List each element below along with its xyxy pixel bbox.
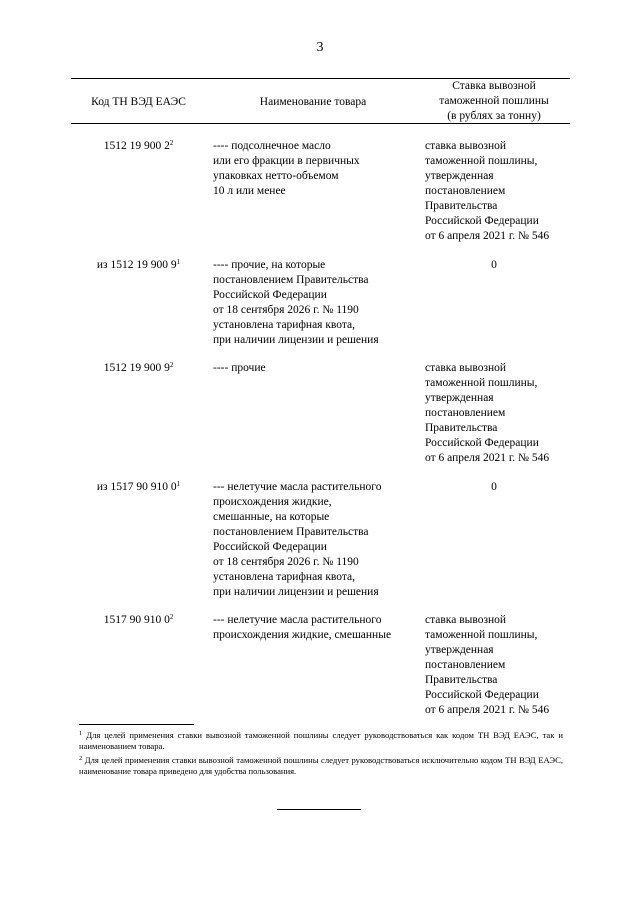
row-4-rate: 0 — [491, 481, 497, 493]
row-3-code — [71, 361, 206, 376]
row-4-name: --- нелетучие масла растительного происхождения жидкие, смешанные, на которые постановлением Правительства Российской Федерации от 18 сентября 2026 г. № 1190 установлена тарифная квота, при наличии лицензии и решения — [213, 481, 382, 598]
row-5-name: --- нелетучие масла растительного происхождения жидкие, смешанные — [213, 614, 392, 641]
row-2-name: ---- прочие, на которые постановлением Правительства Российской Федерации от 18 сентября 2026 г. № 1190 установлена тарифная квота, при наличии лицензии и решения — [213, 259, 379, 346]
row-1-code — [71, 139, 206, 154]
row-4-code-text: из 1517 90 910 0 — [96, 481, 177, 493]
row-5-rate: ставка вывозной таможенной пошлины, утвержденная постановлением Правительства Российской Федерации от 6 апреля 2021 г. № 546 — [425, 614, 550, 716]
row-5-code-sup: 2 — [169, 613, 174, 621]
row-1-code-sup: 2 — [169, 139, 174, 147]
row-3-code-sup: 2 — [169, 361, 174, 369]
row-4-code-sup: 1 — [176, 480, 181, 488]
footnote-1-text: Для целей применения ставки вывозной таможенной пошлины следует руководствоваться как кодом ТН ВЭД ЕАЭС, так и наименованием товара. — [79, 730, 563, 751]
row-3-rate: ставка вывозной таможенной пошлины, утвержденная постановлением Правительства Российской Федерации от 6 апреля 2021 г. № 546 — [425, 362, 550, 464]
page-number: 3 — [316, 40, 324, 55]
footnote-2-mark: 2 — [79, 755, 83, 762]
end-rule — [277, 809, 361, 810]
row-4-code — [71, 480, 206, 495]
footnote-2 — [79, 755, 563, 777]
footnote-2-text: Для целей применения ставки вывозной таможенной пошлины следует руководствоваться исключительно кодом ТН ВЭД ЕАЭС, наименование товара приведено для удобства пользования. — [79, 755, 563, 776]
row-3-name: ---- прочие — [213, 362, 266, 374]
row-1-code-text: 1512 19 900 2 — [103, 140, 170, 152]
row-1-rate: ставка вывозной таможенной пошлины, утвержденная постановлением Правительства Российской Федерации от 6 апреля 2021 г. № 546 — [425, 140, 550, 242]
header-name: Наименование товара — [259, 96, 367, 108]
row-2-rate: 0 — [491, 259, 497, 271]
footnote-1 — [79, 730, 563, 752]
row-1-name: ---- подсолнечное масло или его фракции в первичных упаковках нетто-объемом 10 л или менее — [213, 140, 360, 197]
row-2-code-sup: 1 — [176, 258, 181, 266]
row-2-code — [71, 258, 206, 273]
row-2-code-text: из 1512 19 900 9 — [96, 259, 177, 271]
row-5-code — [71, 613, 206, 628]
footnote-1-mark: 1 — [79, 730, 83, 737]
header-rate: Ставка вывозной таможенной пошлины (в рублях за тонну) — [439, 80, 549, 122]
footnote-separator — [79, 724, 194, 725]
header-code: Код ТН ВЭД ЕАЭС — [91, 96, 186, 108]
row-3-code-text: 1512 19 900 9 — [103, 362, 170, 374]
row-5-code-text: 1517 90 910 0 — [103, 614, 170, 626]
